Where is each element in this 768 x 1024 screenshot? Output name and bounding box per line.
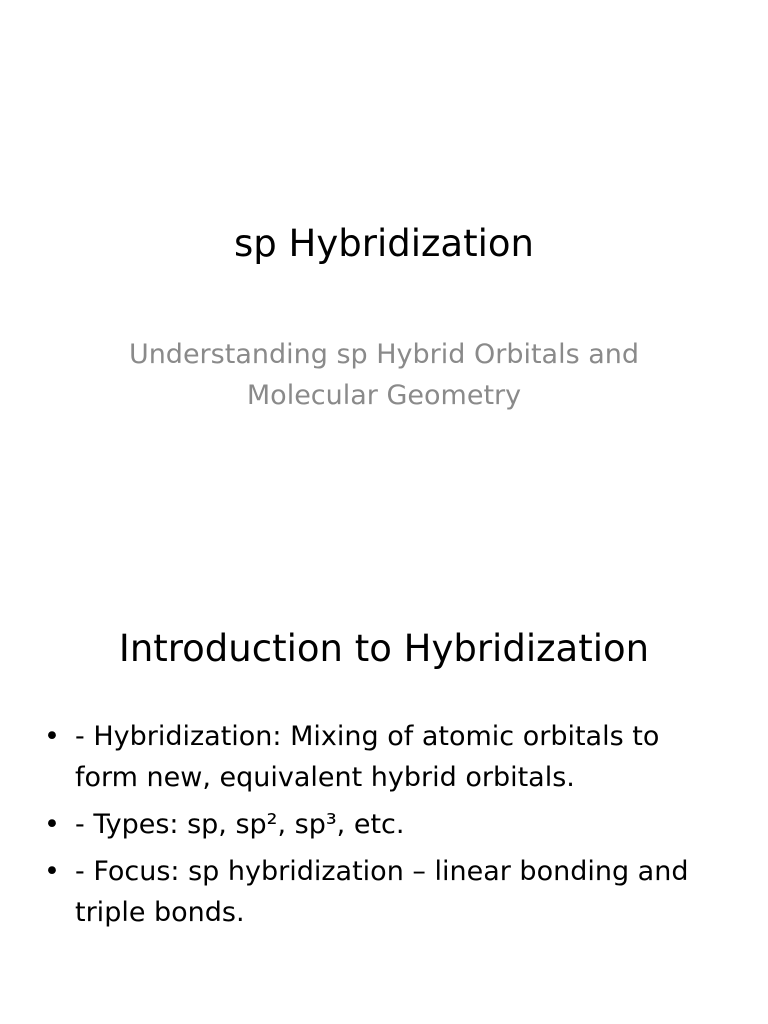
list-item bbox=[38, 804, 718, 845]
content-slide bbox=[0, 576, 768, 1024]
bullet-icon: • bbox=[44, 856, 60, 887]
slide-subtitle: Understanding sp Hybrid Orbitals and Molecular Geometry bbox=[128, 339, 640, 411]
bullet-icon: • bbox=[44, 721, 60, 752]
bullet-text: - Focus: sp hybridization – linear bonding and triple bonds. bbox=[75, 856, 689, 928]
bullet-list bbox=[38, 716, 718, 939]
bullet-text: - Hybridization: Mixing of atomic orbitals to form new, equivalent hybrid orbitals. bbox=[75, 721, 660, 793]
list-item bbox=[38, 716, 718, 798]
bullet-text: - Types: sp, sp², sp³, etc. bbox=[75, 809, 405, 840]
content-slide-title: Introduction to Hybridization bbox=[118, 627, 650, 670]
slide-title: sp Hybridization bbox=[234, 222, 534, 265]
list-item bbox=[38, 851, 718, 933]
bullet-icon: • bbox=[44, 809, 60, 840]
